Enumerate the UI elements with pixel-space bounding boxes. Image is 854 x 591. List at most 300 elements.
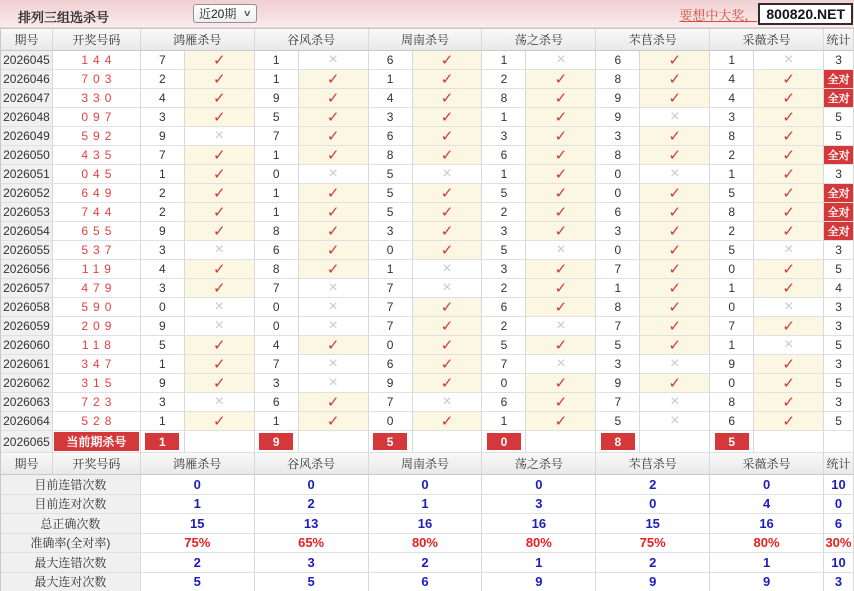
table-row <box>1 89 854 108</box>
current-kill-mark-empty <box>185 431 255 453</box>
chevron-down-icon: ∨ <box>243 8 253 18</box>
current-kill-label: 当前期杀号 <box>54 432 139 451</box>
current-kill-number: 1 <box>145 433 179 450</box>
kill-hit-icon: ✓ <box>299 393 369 412</box>
period-cell: 2026062 <box>1 374 53 393</box>
kill-hit-icon: ✓ <box>299 260 369 279</box>
kill-number: 7 <box>141 146 185 165</box>
summary-value: 0 <box>369 475 483 495</box>
col-header-expert: 采薇杀号 <box>710 453 824 475</box>
winning-numbers: 655 <box>53 222 141 241</box>
kill-hit-icon: ✓ <box>754 279 824 298</box>
kill-number: 6 <box>255 241 299 260</box>
kill-number: 0 <box>710 298 754 317</box>
winning-numbers: 045 <box>53 165 141 184</box>
table-row <box>1 298 854 317</box>
col-header-expert: 谷风杀号 <box>255 29 369 51</box>
table-header-row <box>1 29 854 51</box>
period-cell: 2026046 <box>1 70 53 89</box>
col-header-stat: 统计 <box>824 453 854 475</box>
table-row <box>1 317 854 336</box>
period-cell: 2026051 <box>1 165 53 184</box>
current-kill-number-cell <box>141 431 185 453</box>
kill-hit-icon: ✓ <box>640 241 710 260</box>
kill-hit-icon: ✓ <box>413 146 483 165</box>
table-row <box>1 374 854 393</box>
kill-number: 6 <box>369 51 413 70</box>
summary-total: 10 <box>824 553 854 573</box>
kill-number: 8 <box>255 222 299 241</box>
summary-row <box>1 514 854 534</box>
col-header-numbers: 开奖号码 <box>53 453 141 475</box>
kill-number: 1 <box>255 70 299 89</box>
summary-value: 1 <box>482 553 596 573</box>
kill-number: 7 <box>596 317 640 336</box>
kill-number: 1 <box>482 412 526 431</box>
summary-value: 3 <box>482 495 596 515</box>
kill-number: 3 <box>482 127 526 146</box>
summary-row <box>1 495 854 515</box>
summary-value: 75% <box>596 534 710 554</box>
winning-numbers: 118 <box>53 336 141 355</box>
stat-cell: 3 <box>824 393 854 412</box>
kill-number: 8 <box>482 89 526 108</box>
current-kill-number: 5 <box>373 433 407 450</box>
kill-hit-icon: ✓ <box>754 260 824 279</box>
kill-number: 7 <box>710 317 754 336</box>
stat-cell: 3 <box>824 51 854 70</box>
kill-number: 0 <box>710 260 754 279</box>
toolbar <box>0 0 854 28</box>
kill-number: 7 <box>596 393 640 412</box>
winning-numbers: 649 <box>53 184 141 203</box>
summary-total: 0 <box>824 495 854 515</box>
kill-number: 2 <box>482 203 526 222</box>
kill-number: 1 <box>710 51 754 70</box>
kill-number: 3 <box>369 108 413 127</box>
stat-cell: 5 <box>824 412 854 431</box>
kill-number: 2 <box>141 70 185 89</box>
kill-number: 5 <box>369 165 413 184</box>
summary-value: 5 <box>255 573 369 591</box>
kill-miss-icon: × <box>299 374 369 393</box>
table-row <box>1 184 854 203</box>
stat-cell: 5 <box>824 260 854 279</box>
kill-miss-icon: × <box>526 317 596 336</box>
kill-number: 3 <box>596 222 640 241</box>
summary-value: 0 <box>596 495 710 515</box>
kill-hit-icon: ✓ <box>754 374 824 393</box>
summary-value: 2 <box>596 475 710 495</box>
kill-number: 8 <box>255 260 299 279</box>
kill-miss-icon: × <box>299 279 369 298</box>
summary-value: 65% <box>255 534 369 554</box>
period-cell: 2026053 <box>1 203 53 222</box>
period-cell: 2026059 <box>1 317 53 336</box>
col-header-expert: 芣苢杀号 <box>596 29 710 51</box>
kill-hit-icon: ✓ <box>754 203 824 222</box>
winning-numbers: 592 <box>53 127 141 146</box>
kill-number: 9 <box>369 374 413 393</box>
kill-hit-icon: ✓ <box>299 127 369 146</box>
summary-value: 15 <box>141 514 255 534</box>
summary-value: 1 <box>369 495 483 515</box>
kill-number: 0 <box>369 241 413 260</box>
kill-number: 0 <box>369 412 413 431</box>
kill-hit-icon: ✓ <box>185 279 255 298</box>
period-cell: 2026047 <box>1 89 53 108</box>
kill-hit-icon: ✓ <box>299 146 369 165</box>
kill-hit-icon: ✓ <box>526 165 596 184</box>
kill-number: 2 <box>141 184 185 203</box>
kill-number: 8 <box>369 146 413 165</box>
table-row <box>1 127 854 146</box>
current-kill-number: 5 <box>715 433 749 450</box>
kill-hit-icon: ✓ <box>413 203 483 222</box>
kill-number: 6 <box>482 146 526 165</box>
kill-hit-icon: ✓ <box>299 336 369 355</box>
kill-hit-icon: ✓ <box>640 203 710 222</box>
kill-number: 9 <box>141 127 185 146</box>
kill-number: 4 <box>710 70 754 89</box>
winning-numbers: 315 <box>53 374 141 393</box>
kill-number: 1 <box>255 412 299 431</box>
winning-numbers: 703 <box>53 70 141 89</box>
stat-cell: 5 <box>824 127 854 146</box>
table-row <box>1 241 854 260</box>
kill-hit-icon: ✓ <box>413 241 483 260</box>
kill-number: 1 <box>482 108 526 127</box>
kill-hit-icon: ✓ <box>299 108 369 127</box>
kill-number: 6 <box>369 127 413 146</box>
summary-total: 10 <box>824 475 854 495</box>
winning-numbers: 347 <box>53 355 141 374</box>
col-header-expert: 荡之杀号 <box>482 29 596 51</box>
col-header-expert: 芣苢杀号 <box>596 453 710 475</box>
period-cell: 2026052 <box>1 184 53 203</box>
summary-value: 4 <box>710 495 824 515</box>
kill-number: 7 <box>255 279 299 298</box>
kill-miss-icon: × <box>299 298 369 317</box>
stat-cell: 4 <box>824 279 854 298</box>
kill-number: 2 <box>482 317 526 336</box>
kill-number: 4 <box>255 336 299 355</box>
kill-hit-icon: ✓ <box>640 127 710 146</box>
kill-number: 3 <box>482 222 526 241</box>
period-cell: 2026049 <box>1 127 53 146</box>
kill-number: 3 <box>141 279 185 298</box>
period-cell: 2026050 <box>1 146 53 165</box>
summary-value: 80% <box>710 534 824 554</box>
kill-hit-icon: ✓ <box>413 412 483 431</box>
kill-number: 5 <box>596 336 640 355</box>
period-cell: 2026065 <box>1 431 53 453</box>
kill-number: 5 <box>482 184 526 203</box>
kill-hit-icon: ✓ <box>299 184 369 203</box>
kill-hit-icon: ✓ <box>299 89 369 108</box>
kill-hit-icon: ✓ <box>413 317 483 336</box>
kill-hit-icon: ✓ <box>754 393 824 412</box>
kill-hit-icon: ✓ <box>526 298 596 317</box>
kill-number: 8 <box>710 127 754 146</box>
period-cell: 2026057 <box>1 279 53 298</box>
kill-hit-icon: ✓ <box>413 355 483 374</box>
kill-hit-icon: ✓ <box>754 127 824 146</box>
kill-hit-icon: ✓ <box>640 89 710 108</box>
col-header-stat: 统计 <box>824 29 854 51</box>
kill-number: 1 <box>255 203 299 222</box>
summary-row <box>1 534 854 554</box>
kill-number: 4 <box>369 89 413 108</box>
kill-number: 6 <box>369 355 413 374</box>
stat-cell: 3 <box>824 317 854 336</box>
kill-number: 0 <box>596 241 640 260</box>
kill-number: 0 <box>482 374 526 393</box>
kill-number: 6 <box>482 393 526 412</box>
winning-numbers: 119 <box>53 260 141 279</box>
kill-hit-icon: ✓ <box>640 70 710 89</box>
period-cell: 2026054 <box>1 222 53 241</box>
kill-hit-icon: ✓ <box>413 298 483 317</box>
kill-hit-icon: ✓ <box>526 108 596 127</box>
stat-cell: 5 <box>824 374 854 393</box>
kill-hit-icon: ✓ <box>413 374 483 393</box>
kill-miss-icon: × <box>185 241 255 260</box>
kill-number: 7 <box>369 298 413 317</box>
table-row <box>1 336 854 355</box>
kill-number-table <box>0 28 854 591</box>
kill-hit-icon: ✓ <box>413 89 483 108</box>
kill-number: 8 <box>596 70 640 89</box>
kill-hit-icon: ✓ <box>526 393 596 412</box>
summary-value: 0 <box>255 475 369 495</box>
kill-hit-icon: ✓ <box>413 51 483 70</box>
kill-number: 0 <box>369 336 413 355</box>
kill-hit-icon: ✓ <box>185 336 255 355</box>
kill-number: 1 <box>369 70 413 89</box>
kill-hit-icon: ✓ <box>640 374 710 393</box>
kill-hit-icon: ✓ <box>526 279 596 298</box>
kill-hit-icon: ✓ <box>526 374 596 393</box>
kill-hit-icon: ✓ <box>754 184 824 203</box>
kill-number: 7 <box>255 127 299 146</box>
kill-hit-icon: ✓ <box>299 203 369 222</box>
kill-hit-icon: ✓ <box>413 127 483 146</box>
current-kill-number-cell <box>596 431 640 453</box>
kill-hit-icon: ✓ <box>526 222 596 241</box>
current-kill-label-cell <box>53 431 141 453</box>
table-row <box>1 412 854 431</box>
kill-hit-icon: ✓ <box>413 70 483 89</box>
kill-number: 7 <box>596 260 640 279</box>
kill-hit-icon: ✓ <box>185 374 255 393</box>
kill-miss-icon: × <box>299 165 369 184</box>
kill-hit-icon: ✓ <box>185 412 255 431</box>
table-row <box>1 70 854 89</box>
kill-miss-icon: × <box>754 298 824 317</box>
kill-number: 4 <box>710 89 754 108</box>
period-cell: 2026048 <box>1 108 53 127</box>
summary-label: 准确率(全对率) <box>1 534 141 554</box>
table-row <box>1 279 854 298</box>
winning-numbers: 330 <box>53 89 141 108</box>
summary-value: 15 <box>596 514 710 534</box>
summary-value: 1 <box>710 553 824 573</box>
kill-number: 3 <box>710 108 754 127</box>
kill-miss-icon: × <box>185 317 255 336</box>
kill-miss-icon: × <box>526 241 596 260</box>
summary-value: 0 <box>710 475 824 495</box>
range-select[interactable] <box>193 4 257 23</box>
kill-hit-icon: ✓ <box>185 89 255 108</box>
stat-cell: 3 <box>824 355 854 374</box>
winning-numbers: 537 <box>53 241 141 260</box>
kill-number: 9 <box>141 222 185 241</box>
kill-miss-icon: × <box>754 241 824 260</box>
kill-number: 5 <box>141 336 185 355</box>
kill-hit-icon: ✓ <box>640 260 710 279</box>
kill-number: 0 <box>255 317 299 336</box>
kill-number: 7 <box>141 51 185 70</box>
kill-hit-icon: ✓ <box>526 336 596 355</box>
col-header-period: 期号 <box>1 29 53 51</box>
kill-miss-icon: × <box>413 393 483 412</box>
table-row <box>1 108 854 127</box>
kill-miss-icon: × <box>640 393 710 412</box>
summary-value: 16 <box>710 514 824 534</box>
kill-hit-icon: ✓ <box>526 203 596 222</box>
kill-number: 8 <box>596 146 640 165</box>
kill-hit-icon: ✓ <box>526 89 596 108</box>
summary-value: 80% <box>369 534 483 554</box>
kill-hit-icon: ✓ <box>185 51 255 70</box>
stat-cell: 3 <box>824 241 854 260</box>
kill-number: 5 <box>710 241 754 260</box>
period-cell: 2026055 <box>1 241 53 260</box>
kill-miss-icon: × <box>640 108 710 127</box>
kill-miss-icon: × <box>526 355 596 374</box>
summary-label: 目前连对次数 <box>1 495 141 515</box>
winning-numbers: 723 <box>53 393 141 412</box>
kill-number: 1 <box>482 51 526 70</box>
summary-value: 6 <box>369 573 483 591</box>
kill-miss-icon: × <box>299 51 369 70</box>
kill-number: 3 <box>141 241 185 260</box>
winning-numbers: 144 <box>53 51 141 70</box>
kill-number: 6 <box>596 51 640 70</box>
winning-numbers: 097 <box>53 108 141 127</box>
kill-number: 9 <box>596 89 640 108</box>
kill-hit-icon: ✓ <box>754 355 824 374</box>
kill-number: 3 <box>255 374 299 393</box>
summary-value: 5 <box>141 573 255 591</box>
kill-hit-icon: ✓ <box>754 412 824 431</box>
period-cell: 2026061 <box>1 355 53 374</box>
table-header-row <box>1 453 854 475</box>
kill-number: 5 <box>596 412 640 431</box>
kill-miss-icon: × <box>413 260 483 279</box>
kill-number: 9 <box>596 374 640 393</box>
current-kill-number-cell <box>369 431 413 453</box>
summary-label: 目前连错次数 <box>1 475 141 495</box>
kill-number: 1 <box>255 146 299 165</box>
kill-hit-icon: ✓ <box>526 260 596 279</box>
kill-miss-icon: × <box>754 51 824 70</box>
col-header-period: 期号 <box>1 453 53 475</box>
summary-value: 16 <box>482 514 596 534</box>
kill-number: 5 <box>369 184 413 203</box>
summary-value: 16 <box>369 514 483 534</box>
kill-number: 7 <box>369 279 413 298</box>
current-kill-number: 0 <box>487 433 521 450</box>
kill-number: 2 <box>141 203 185 222</box>
kill-number: 6 <box>482 298 526 317</box>
period-cell: 2026058 <box>1 298 53 317</box>
kill-hit-icon: ✓ <box>526 70 596 89</box>
kill-hit-icon: ✓ <box>754 222 824 241</box>
kill-hit-icon: ✓ <box>754 89 824 108</box>
kill-number: 1 <box>710 336 754 355</box>
period-cell: 2026056 <box>1 260 53 279</box>
kill-hit-icon: ✓ <box>299 412 369 431</box>
summary-label: 最大连对次数 <box>1 573 141 591</box>
promo-link[interactable]: 要想中大奖， <box>679 7 758 23</box>
col-header-expert: 采薇杀号 <box>710 29 824 51</box>
kill-number: 2 <box>482 279 526 298</box>
kill-number: 8 <box>596 298 640 317</box>
kill-hit-icon: ✓ <box>754 317 824 336</box>
kill-number: 6 <box>255 393 299 412</box>
stat-cell <box>824 431 854 453</box>
all-correct-badge: 全对 <box>824 222 854 241</box>
kill-hit-icon: ✓ <box>754 108 824 127</box>
kill-number: 3 <box>369 222 413 241</box>
summary-value: 2 <box>369 553 483 573</box>
summary-label: 总正确次数 <box>1 514 141 534</box>
kill-miss-icon: × <box>185 393 255 412</box>
kill-number: 0 <box>710 374 754 393</box>
summary-row <box>1 573 854 591</box>
kill-miss-icon: × <box>526 51 596 70</box>
kill-number: 1 <box>482 165 526 184</box>
summary-value: 13 <box>255 514 369 534</box>
current-kill-number-cell <box>710 431 754 453</box>
table-row <box>1 222 854 241</box>
kill-hit-icon: ✓ <box>185 70 255 89</box>
summary-value: 9 <box>710 573 824 591</box>
kill-number: 1 <box>369 260 413 279</box>
kill-number: 6 <box>710 412 754 431</box>
summary-value: 75% <box>141 534 255 554</box>
kill-hit-icon: ✓ <box>185 146 255 165</box>
kill-number: 1 <box>596 279 640 298</box>
summary-total: 6 <box>824 514 854 534</box>
kill-miss-icon: × <box>640 165 710 184</box>
kill-number: 0 <box>255 298 299 317</box>
kill-number: 3 <box>482 260 526 279</box>
kill-number: 1 <box>141 165 185 184</box>
kill-hit-icon: ✓ <box>299 241 369 260</box>
current-kill-mark-empty <box>413 431 483 453</box>
kill-number: 4 <box>141 89 185 108</box>
summary-label: 最大连错次数 <box>1 553 141 573</box>
current-kill-number: 9 <box>259 433 293 450</box>
kill-number: 6 <box>596 203 640 222</box>
kill-hit-icon: ✓ <box>640 279 710 298</box>
kill-hit-icon: ✓ <box>640 317 710 336</box>
kill-number: 8 <box>710 393 754 412</box>
summary-value: 2 <box>255 495 369 515</box>
